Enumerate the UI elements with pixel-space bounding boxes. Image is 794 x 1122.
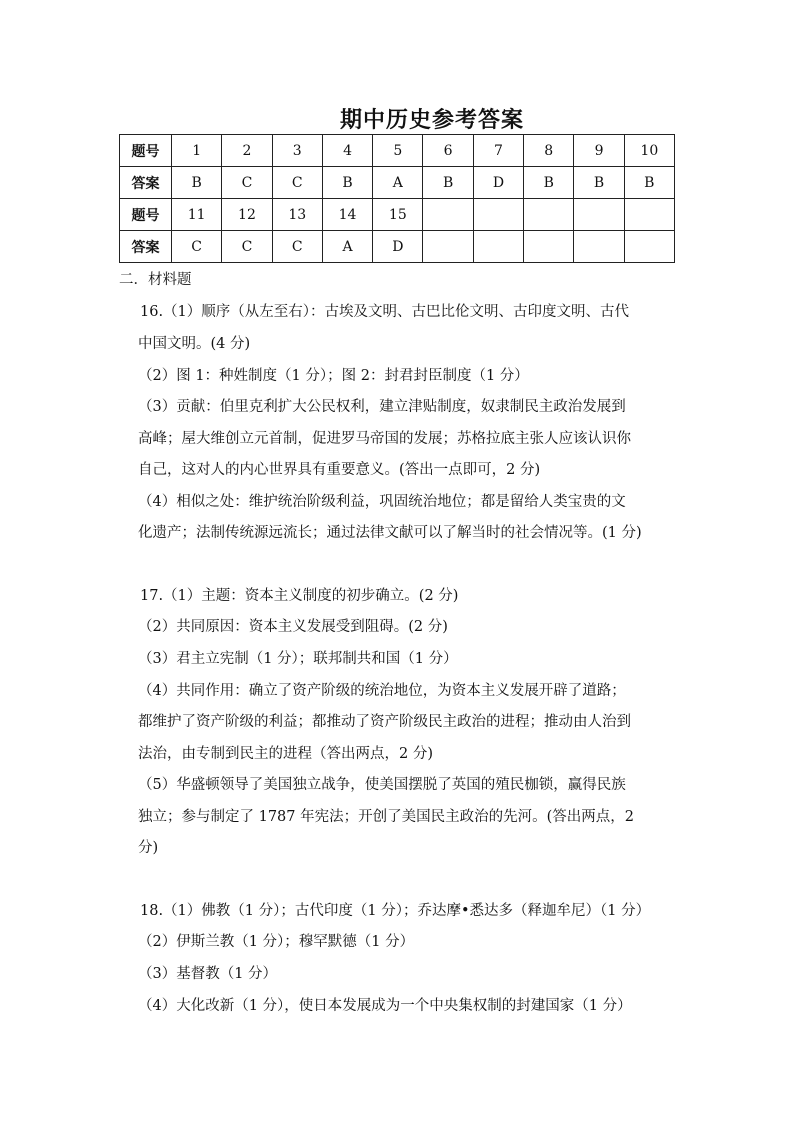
table-cell: C [172, 231, 222, 263]
table-cell: 1 [172, 135, 222, 167]
table-cell [524, 231, 574, 263]
table-cell [423, 231, 473, 263]
answer-line: （5）华盛顿领导了美国独立战争，使美国摆脱了英国的殖民枷锁，赢得民族 [138, 777, 626, 793]
table-cell: B [524, 167, 574, 199]
answer-line: 18.（1）佛教（1 分）；古代印度（1 分）；乔达摩•悉达多（释迦牟尼）（1 分） [140, 903, 651, 919]
table-cell [473, 199, 523, 231]
answer-line: 都维护了资产阶级的利益；都推动了资产阶级民主政治的进程；推动由人治到 [138, 714, 631, 730]
table-row [120, 167, 675, 199]
answer-line: （4）共同作用：确立了资产阶级的统治地位，为资本主义发展开辟了道路； [138, 683, 626, 699]
table-cell: A [322, 231, 372, 263]
row-header: 题号 [120, 199, 172, 231]
table-cell: D [373, 231, 423, 263]
page-title: 期中历史参考答案 [339, 108, 524, 133]
table-cell: 12 [222, 199, 272, 231]
table-cell: 15 [373, 199, 423, 231]
table-cell: C [222, 167, 272, 199]
table-cell: 9 [574, 135, 624, 167]
table-cell: 7 [473, 135, 523, 167]
answer-line: （2）伊斯兰教（1 分）；穆罕默德（1 分） [138, 934, 415, 950]
answer-line: （3）基督教（1 分） [138, 966, 278, 982]
table-cell [574, 199, 624, 231]
table-cell [473, 231, 523, 263]
table-cell: B [624, 167, 674, 199]
row-header: 题号 [120, 135, 172, 167]
table-cell: B [172, 167, 222, 199]
table-row [120, 135, 675, 167]
table-cell [624, 231, 674, 263]
table-cell: A [373, 167, 423, 199]
answer-line: （3）君主立宪制（1 分）；联邦制共和国（1 分） [138, 651, 458, 667]
section-title: 二．材料题 [119, 272, 192, 288]
answer-line: 独立；参与制定了 1787 年宪法；开创了美国民主政治的先河。(答出两点，2 [138, 809, 634, 825]
answer-table [119, 134, 675, 263]
answer-line: （2）共同原因：资本主义发展受到阻碍。(2 分) [138, 619, 448, 635]
table-cell: 4 [322, 135, 372, 167]
table-cell: C [272, 167, 322, 199]
answer-line: 高峰；屋大维创立元首制，促进罗马帝国的发展；苏格拉底主张人应该认识你 [138, 431, 631, 447]
table-cell: 14 [322, 199, 372, 231]
table-cell: 11 [172, 199, 222, 231]
table-cell: C [272, 231, 322, 263]
table-cell: 2 [222, 135, 272, 167]
table-cell: 6 [423, 135, 473, 167]
answer-line: 化遗产；法制传统源远流长；通过法律文献可以了解当时的社会情况等。(1 分) [138, 525, 642, 541]
table-cell: B [322, 167, 372, 199]
table-cell [574, 231, 624, 263]
table-cell: 8 [524, 135, 574, 167]
answer-line: 法治，由专制到民主的进程（答出两点，2 分) [138, 746, 433, 762]
table-row [120, 231, 675, 263]
answer-line: 17.（1）主题：资本主义制度的初步确立。(2 分) [140, 588, 459, 604]
table-row [120, 199, 675, 231]
answer-line: （4）大化改新（1 分），使日本发展成为一个中央集权制的封建国家（1 分） [138, 998, 632, 1014]
answer-line: （2）图 1：种姓制度（1 分）；图 2：封君封臣制度（1 分） [138, 368, 529, 384]
table-cell [524, 199, 574, 231]
answer-line: 自己，这对人的内心世界具有重要意义。(答出一点即可，2 分) [138, 462, 541, 478]
row-header: 答案 [120, 167, 172, 199]
table-cell: D [473, 167, 523, 199]
answer-line: 分) [138, 840, 159, 856]
row-header: 答案 [120, 231, 172, 263]
table-cell: 5 [373, 135, 423, 167]
table-cell: 13 [272, 199, 322, 231]
answer-line: 16.（1）顺序（从左至右）：古埃及文明、古巴比伦文明、古印度文明、古代 [140, 304, 630, 320]
answer-line: 中国文明。(4 分) [138, 336, 251, 352]
answer-line: （4）相似之处：维护统治阶级利益，巩固统治地位；都是留给人类宝贵的文 [138, 494, 626, 510]
table-cell: C [222, 231, 272, 263]
table-cell: B [423, 167, 473, 199]
answer-line: （3）贡献：伯里克利扩大公民权利，建立津贴制度，奴隶制民主政治发展到 [138, 399, 626, 415]
table-cell [423, 199, 473, 231]
table-cell: 3 [272, 135, 322, 167]
table-cell [624, 199, 674, 231]
table-cell: B [574, 167, 624, 199]
table-cell: 10 [624, 135, 674, 167]
